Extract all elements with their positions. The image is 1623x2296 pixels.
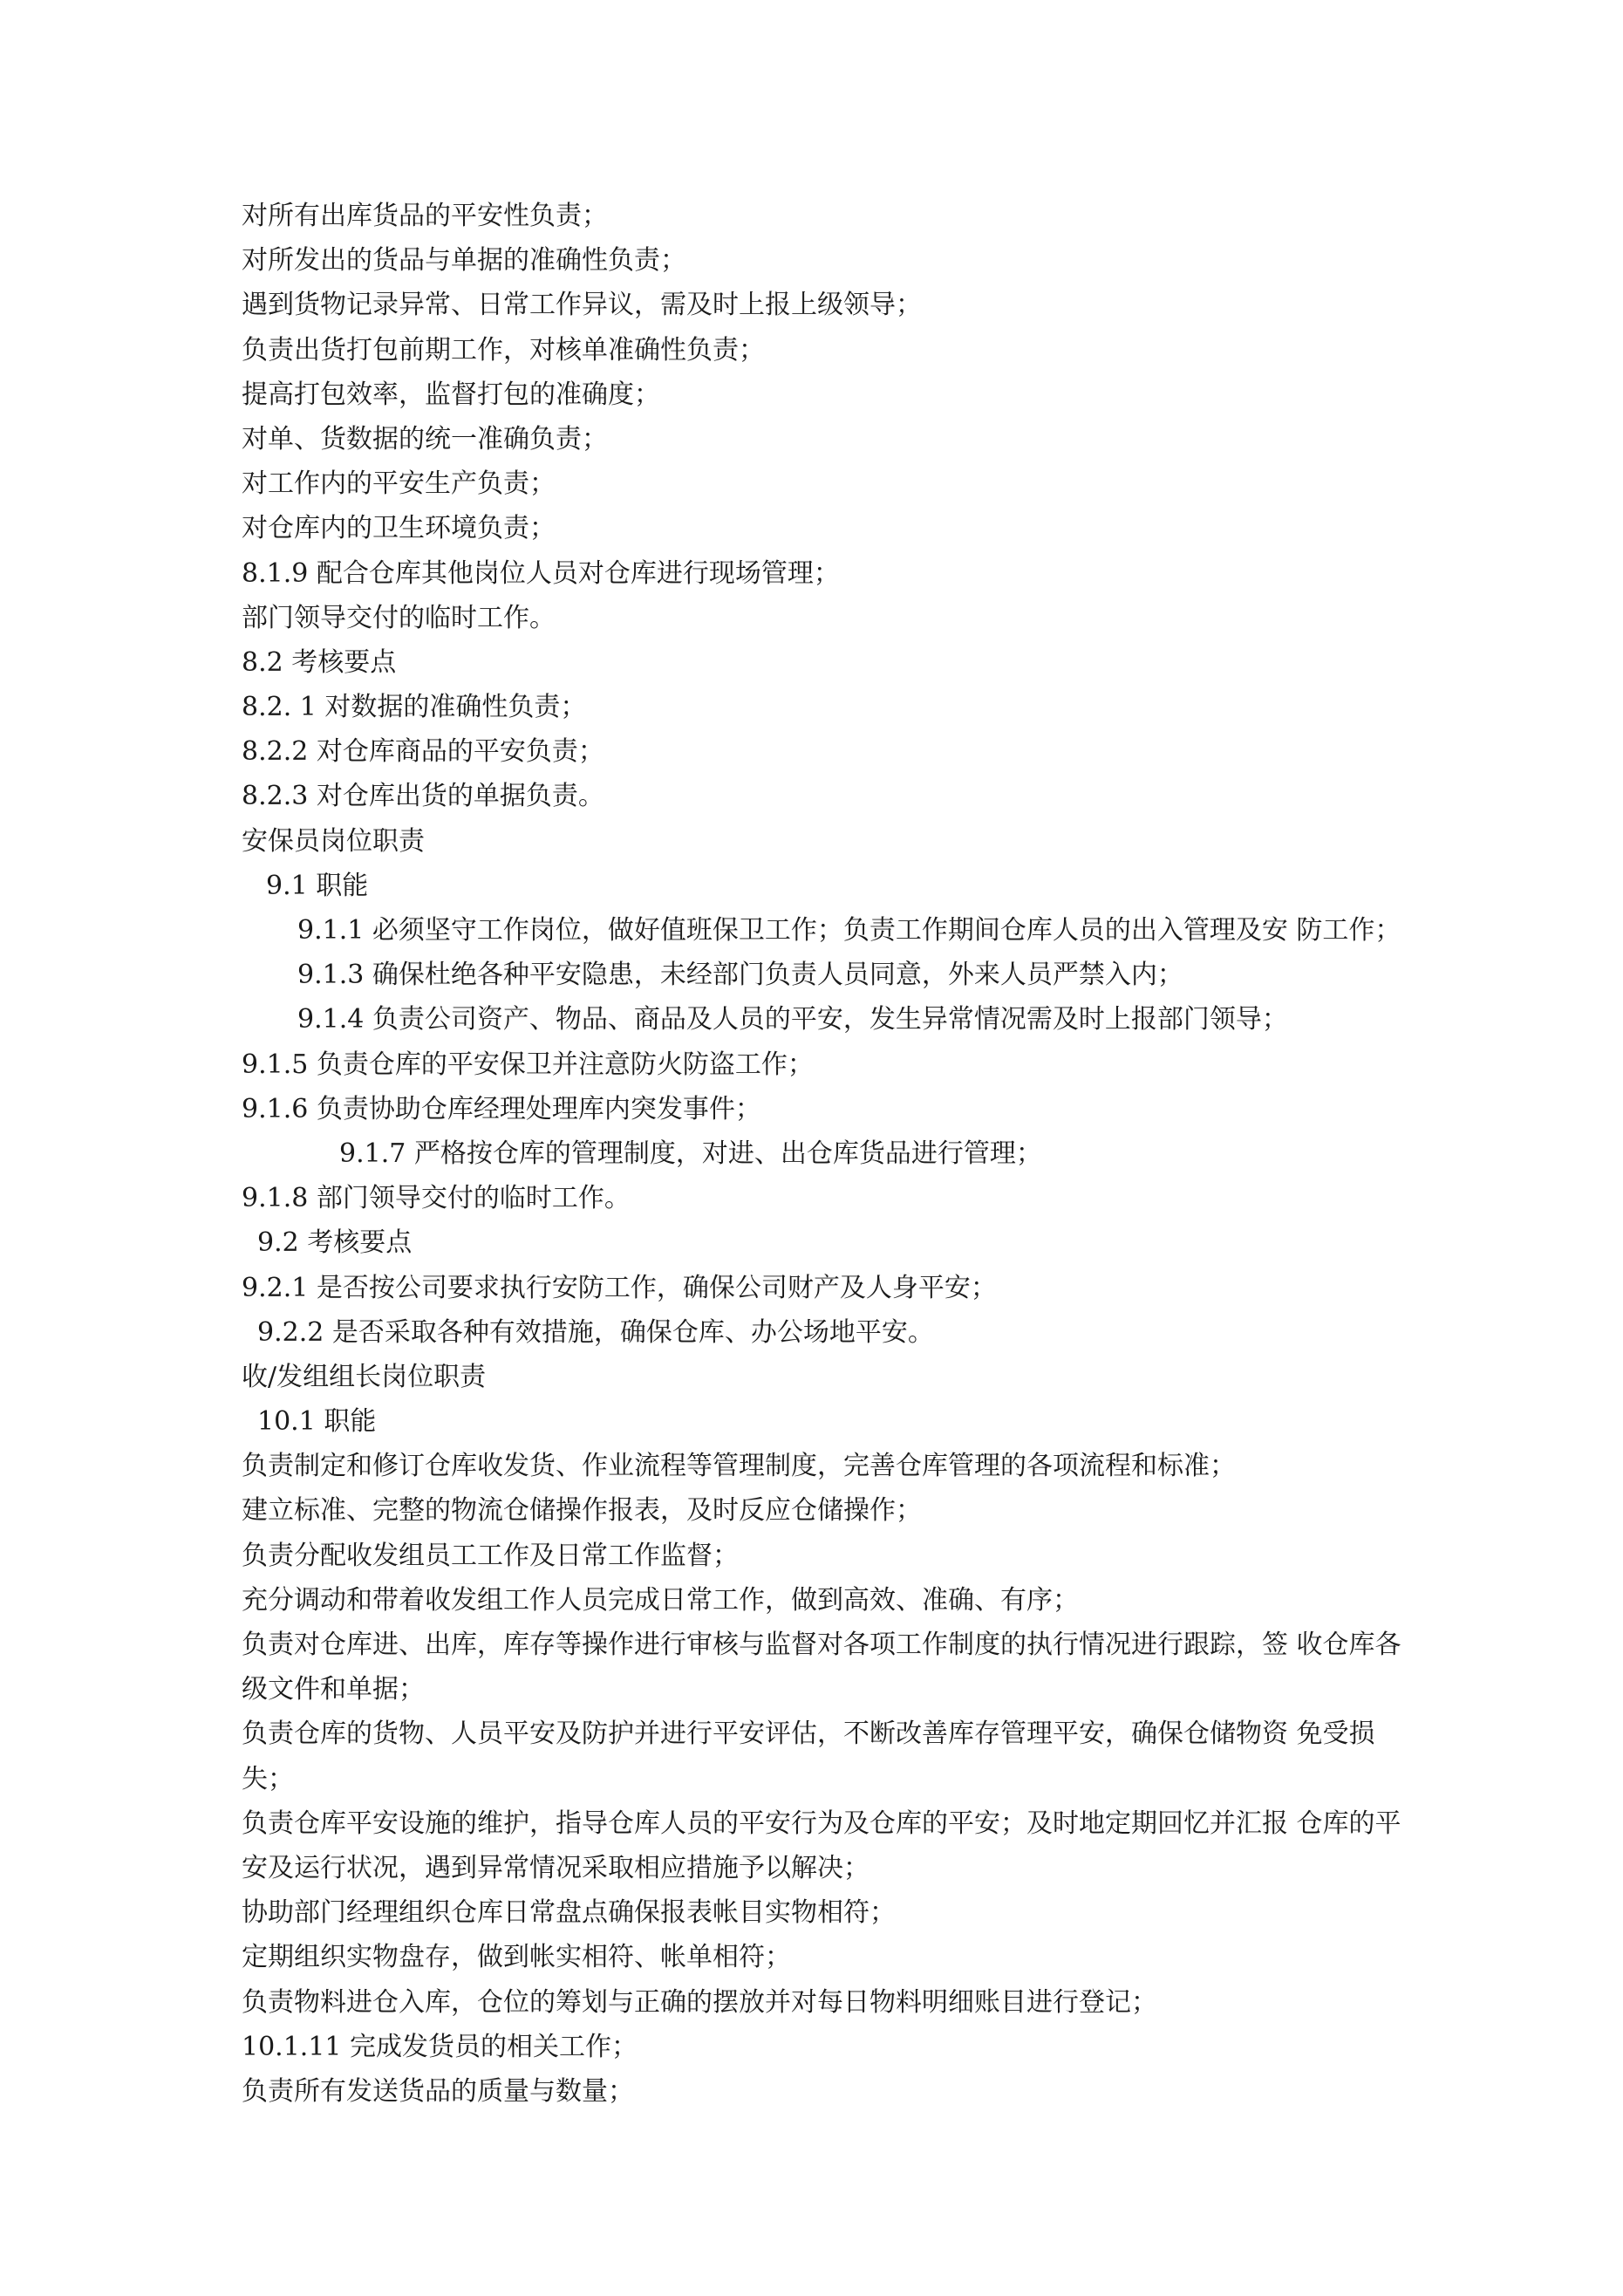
text-line: 8.2. 1 对数据的准确性负责；: [242, 692, 587, 723]
text-line: 8.2.2 对仓库商品的平安负责；: [242, 736, 604, 768]
text-line: 负责对仓库进、出库，库存等操作进行审核与监督对各项工作制度的执行情况进行跟踪，签 收仓库各级文件和单据；: [242, 1630, 1401, 1705]
text-line: 负责仓库平安设施的维护，指导仓库人员的平安行为及仓库的平安；及时地定期回忆并汇报 仓库的平安及运行状况，遇到异常情况采取相应措施予以解决；: [242, 1807, 1401, 1884]
text-line: 建立标准、完整的物流仓储操作报表，及时反应仓储操作；: [242, 1495, 922, 1527]
text-line: 对工作内的平安生产负责；: [242, 468, 556, 500]
text-line: 8.2.3 对仓库出货的单据负责。: [242, 781, 604, 812]
text-line: 9.1.3 确保杜绝各种平安隐患，未经部门负责人员同意，外来人员严禁入内；: [297, 960, 1183, 991]
text-line: 9.1.5 负责仓库的平安保卫并注意防火防盗工作；: [242, 1049, 814, 1080]
text-line: 9.2.2 是否采取各种有效措施，确保仓库、办公场地平安。: [257, 1316, 934, 1348]
text-line: 遇到货物记录异常、日常工作异议，需及时上报上级领导；: [242, 290, 922, 321]
section-heading: 8.2 考核要点: [242, 646, 397, 678]
text-line: 9.1.7 严格按仓库的管理制度，对进、出仓库货品进行管理；: [339, 1138, 1042, 1169]
text-line: 对仓库内的卫生环境负责；: [242, 513, 556, 544]
text-line: 9.1.1 必须坚守工作岗位，做好值班保卫工作；负责工作期间仓库人员的出入管理及安 防工作；: [297, 915, 1401, 946]
text-line: 10.1.11 完成发货员的相关工作；: [242, 2031, 638, 2062]
text-line: 协助部门经理组织仓库日常盘点确保报表帐目实物相符；: [242, 1897, 896, 1929]
text-line: 负责分配收发组员工工作及日常工作监督；: [242, 1540, 739, 1571]
text-line: 9.1.4 负责公司资产、物品、商品及人员的平安，发生异常情况需及时上报部门领导；: [297, 1004, 1288, 1035]
section-heading: 9.2 考核要点: [257, 1227, 413, 1259]
text-line: 对单、货数据的统一准确负责；: [242, 423, 608, 454]
section-heading: 9.1 职能: [266, 870, 369, 901]
text-line: 9.2.1 是否按公司要求执行安防工作，确保公司财产及人身平安；: [242, 1272, 997, 1303]
section-heading: 收/发组组长岗位职责: [242, 1361, 487, 1392]
text-line: 负责制定和修订仓库收发货、作业流程等管理制度，完善仓库管理的各项流程和标准；: [242, 1451, 1236, 1482]
text-line: 负责所有发送货品的质量与数量；: [242, 2075, 634, 2107]
text-line: 8.1.9 配合仓库其他岗位人员对仓库进行现场管理；: [242, 557, 840, 589]
document-body: [242, 194, 1419, 2114]
text-line: 部门领导交付的临时工作。: [242, 602, 556, 633]
text-line: 9.1.6 负责协助仓库经理处理库内突发事件；: [242, 1093, 761, 1124]
text-line: 定期组织实物盘存，做到帐实相符、帐单相符；: [242, 1942, 791, 1973]
section-heading: 安保员岗位职责: [242, 825, 425, 857]
section-heading: 10.1 职能: [257, 1406, 377, 1438]
text-line: 提高打包效率，监督打包的准确度；: [242, 379, 660, 410]
text-line: 负责物料进仓入库，仓位的筹划与正确的摆放并对每日物料明细账目进行登记；: [242, 1986, 1157, 2018]
text-line: 负责仓库的货物、人员平安及防护并进行平安评估，不断改善库存管理平安，确保仓储物资 免受损失；: [242, 1719, 1375, 1794]
text-line: 9.1.8 部门领导交付的临时工作。: [242, 1183, 631, 1214]
text-line: 对所有出库货品的平安性负责；: [242, 201, 608, 231]
text-line: 对所发出的货品与单据的准确性负责；: [242, 245, 686, 277]
text-line: 负责出货打包前期工作，对核单准确性负责；: [242, 334, 765, 366]
text-line: 充分调动和带着收发组工作人员完成日常工作，做到高效、准确、有序；: [242, 1584, 1079, 1616]
